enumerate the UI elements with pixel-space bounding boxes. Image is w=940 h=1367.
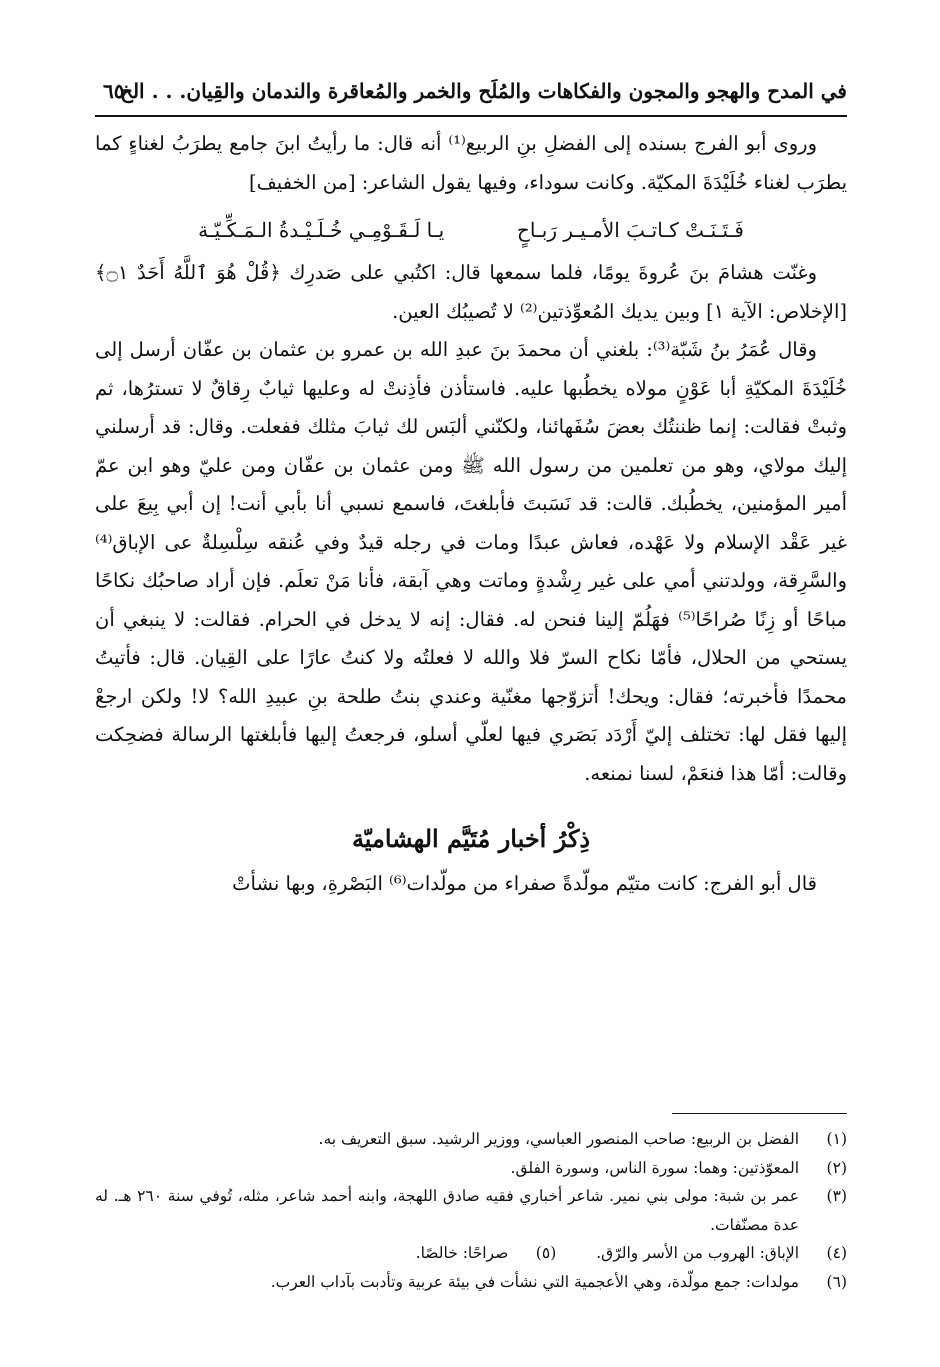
running-header	[95, 75, 847, 117]
footnote-text: الفضل بن الربيع: صاحب المنصور العباسي، ووزير الرشيد. سبق التعريف به.	[318, 1130, 799, 1148]
footnote-item	[95, 1182, 847, 1239]
footnote-text: المعوّذتين: وهما: سورة الناس، وسورة الفلق.	[510, 1158, 799, 1177]
footnote-item	[416, 1239, 557, 1268]
section-title: ذِكْرُ أخبار مُتَيَّم الهشاميّة	[351, 824, 591, 853]
footnote-item	[596, 1239, 847, 1268]
footnote-number: (٢)	[826, 1158, 847, 1177]
footnote-pair	[95, 1239, 847, 1268]
footnote-item	[95, 1268, 847, 1297]
footnote-text: الإباق: الهروب من الأسر والرّق.	[596, 1244, 799, 1262]
poem-hemistich-first: فَـتَـنَـتْ كـاتـبَ الأمـيـر رَبـاحٍ	[516, 218, 744, 242]
paragraph-3: وقال عُمَرُ بنُ شَبّة⁽³⁾: بلغني أن محمدَ بنَ عبدِ الله بن عمرو بن عثمان بن عفّان أرسل إلى خُلَيْدَةَ المكيّةِ أبا عَوْنٍ مولاه يخطُبها عليه. فاستأذن فأذِنتْ له وعليها ثيابٌ رِقاقٌ لا تسترُها، ثم وثبتْ فقالت: إنما ظننتُك بعضَ سُفَهائنا، ولكنّني ألبَس لك ثيابَ مثلك ففعلت. وقال: قد أرسلني إليك مولاي، وهو من تعلمين من رسول الله ﷺ ومن عثمان بن عفّان ومن عليّ وهو ابن عمّ أمير المؤمنين، يخطُبك. قالت: قد نَسَبتَ فأبلغتَ، فاسمع نسبي أنا بأبي أنت! إن أبي بِيعَ على غير عَقْد الإسلام ولا عَهْده، فعاش عبدًا ومات في رجله قيدٌ وفي عُنقه سِلْسِلةٌ عى الإباق⁽⁴⁾ والسَّرِقة، وولدتني أمي على غير رِشْدةٍ وماتت وهي آبقة، فأنا مَنْ تعلَم. فإن أراد صاحبُك نكاحًا مباحًا أو زِنًا صُراحًا⁽⁵⁾ فهَلُمّ إلينا فنحن له. فقال: إنه لا يدخل في الحرام. فقالت: لا ينبغي أن يستحي من الحلال، فأمّا نكاح السرّ فلا والله لا فعلتُه ولا كنتُ عارًا على القِيان. قال: فأتيتُ محمدًا فأخبرته؛ فقال: ويحك! أتزوّجها مغنّية وعندي بنتُ طلحة بنِ عبيدِ الله؟ لا! ولكن ارجعْ إليها فقل لها: تختلف إليّ أَرْدَد بَصَري فيها لعلّي أسلو، فرجعتُ إليها فأبلغتها الرسالة فضحِكت وقالت: أمّا هذا فنعَمْ، لسنا نمنعه.	[95, 338, 847, 785]
footnote-number: (١)	[826, 1130, 847, 1148]
paragraph-4: قال أبو الفرج: كانت متيّم مولّدةً صفراء من مولّدات⁽⁶⁾ البَصْرةِ، وبها نشأتْ	[232, 872, 817, 895]
footnote-text: عمر بن شبة: مولى بني نمير. شاعر أخباري فقيه صادق اللهجة، وابنه أحمد شاعر، مثله، تُوفي سنة ٢٦٠ هـ. له عدة مصنّفات.	[95, 1187, 800, 1234]
footnote-item	[95, 1154, 847, 1183]
poem-verse	[95, 208, 847, 252]
page-number: ٦٥	[103, 79, 125, 103]
running-header-title: في المدح والهجو والمجون والفكاهات والمُلَح والخمر والمُعاقرة والندمان والقِيان. . . الخ	[120, 79, 847, 103]
poem-hemistich-second: يـا لَـقَـوْمِـي خُـلَـيْـدةُ الـمَـكِّـيّـة	[198, 218, 445, 242]
footnote-text: مولدات: جمع مولّدة، وهي الأعجمية التي نشأت في بيئة عربية وتأدبت بآداب العرب.	[270, 1272, 799, 1291]
footnote-number: (٣)	[826, 1187, 847, 1205]
paragraph-1: وروى أبو الفرج بسنده إلى الفضلِ بنِ الربيع⁽¹⁾ أنه قال: ما رأيتُ ابنَ جامع يطرَبُ لغناءٍ كما يطرَب لغناء خُلَيْدَةَ المكيّة. وكانت سوداء، وفيها يقول الشاعر: [من الخفيف]	[95, 132, 847, 194]
footnote-number: (٦)	[826, 1272, 847, 1291]
footnote-item	[95, 1125, 847, 1154]
footnote-divider	[672, 1113, 847, 1114]
footnote-number: (٥)	[535, 1244, 557, 1262]
footnote-number: (٤)	[826, 1244, 847, 1262]
book-page	[95, 75, 847, 1291]
footnote-text: صراحًا: خالصًا.	[415, 1244, 509, 1262]
footnotes	[95, 1125, 847, 1296]
paragraph-2: وغنّت هشامَ بنَ عُروةَ يومًا، فلما سمعها قال: اكتُبي على صَدرِك ﴿قُلْ هُوَ ٱللَّهُ أَحَدٌ ۝١﴾ [الإخلاص: الآية ١] وبين يديك المُعوِّذتين⁽²⁾ لا تُصيبُك العين.	[95, 261, 847, 323]
